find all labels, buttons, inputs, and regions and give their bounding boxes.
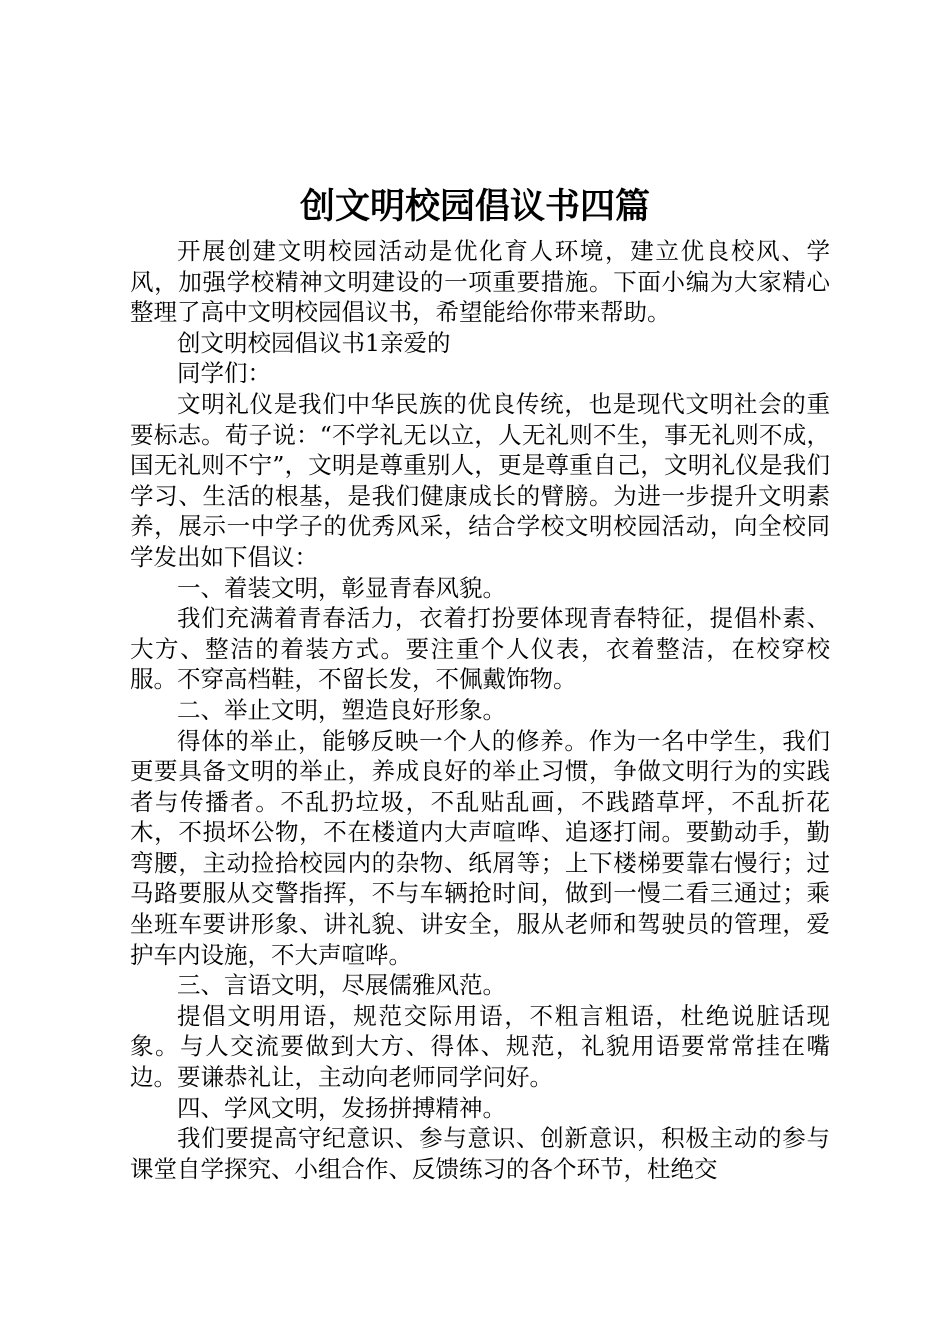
body-paragraph: 得体的举止，能够反映一个人的修养。作为一名中学生，我们更要具备文明的举止，养成良好的举止习惯，争做文明行为的实践者与传播者。不乱扔垃圾，不乱贴乱画，不践踏草坪，不乱折花木，不损坏公物，不在楼道内大声喧哗、追逐打闹。要勤动手，勤弯腰，主动捡拾校园内的杂物、纸屑等；上下楼梯要靠右慢行；过马路要服从交警指挥，不与车辆抢时间，做到一慢二看三通过；乘坐班车要讲形象、讲礼貌、讲安全，服从老师和驾驶员的管理，爱护车内设施，不大声喧哗。 (130, 726, 830, 969)
body-paragraph: 我们要提高守纪意识、参与意识、创新意识，积极主动的参与课堂自学探究、小组合作、反馈练习的各个环节，杜绝交 (130, 1124, 830, 1183)
numbered-heading: 四、学风文明，发扬拼搏精神。 (177, 1093, 506, 1122)
body-paragraph: 提倡文明用语，规范交际用语，不粗言粗语，杜绝说脏话现象。与人交流要做到大方、得体、规范，礼貌用语要常常挂在嘴边。要谦恭礼让，主动向老师同学问好。 (130, 1001, 830, 1092)
numbered-heading: 一、着装文明，彰显青春风貌。 (177, 573, 506, 602)
section-heading: 创文明校园倡议书1亲爱的 (177, 328, 451, 357)
numbered-heading: 二、举止文明，塑造良好形象。 (177, 695, 506, 724)
document-body (130, 236, 830, 1184)
intro-paragraph: 开展创建文明校园活动是优化育人环境，建立优良校风、学风，加强学校精神文明建设的一项重要措施。下面小编为大家精心整理了高中文明校园倡议书，希望能给你带来帮助。 (130, 237, 830, 327)
numbered-heading: 三、言语文明，尽展儒雅风范。 (177, 971, 506, 1000)
salutation: 同学们： (177, 359, 271, 388)
body-paragraph: 文明礼仪是我们中华民族的优良传统，也是现代文明社会的重要标志。荀子说：“不学礼无以立，人无礼则不生，事无礼则不成，国无礼则不宁”，文明是尊重别人，更是尊重自己，文明礼仪是我们学习、生活的根基，是我们健康成长的臂膀。为进一步提升文明素养，展示一中学子的优秀风采，结合学校文明校园活动，向全校同学发出如下倡议： (130, 389, 830, 571)
document-title: 创文明校园倡议书四篇 (299, 186, 650, 227)
body-paragraph: 我们充满着青春活力，衣着打扮要体现青春特征，提倡朴素、大方、整洁的着装方式。要注重个人仪表，衣着整洁，在校穿校服。不穿高档鞋，不留长发，不佩戴饰物。 (130, 604, 830, 694)
